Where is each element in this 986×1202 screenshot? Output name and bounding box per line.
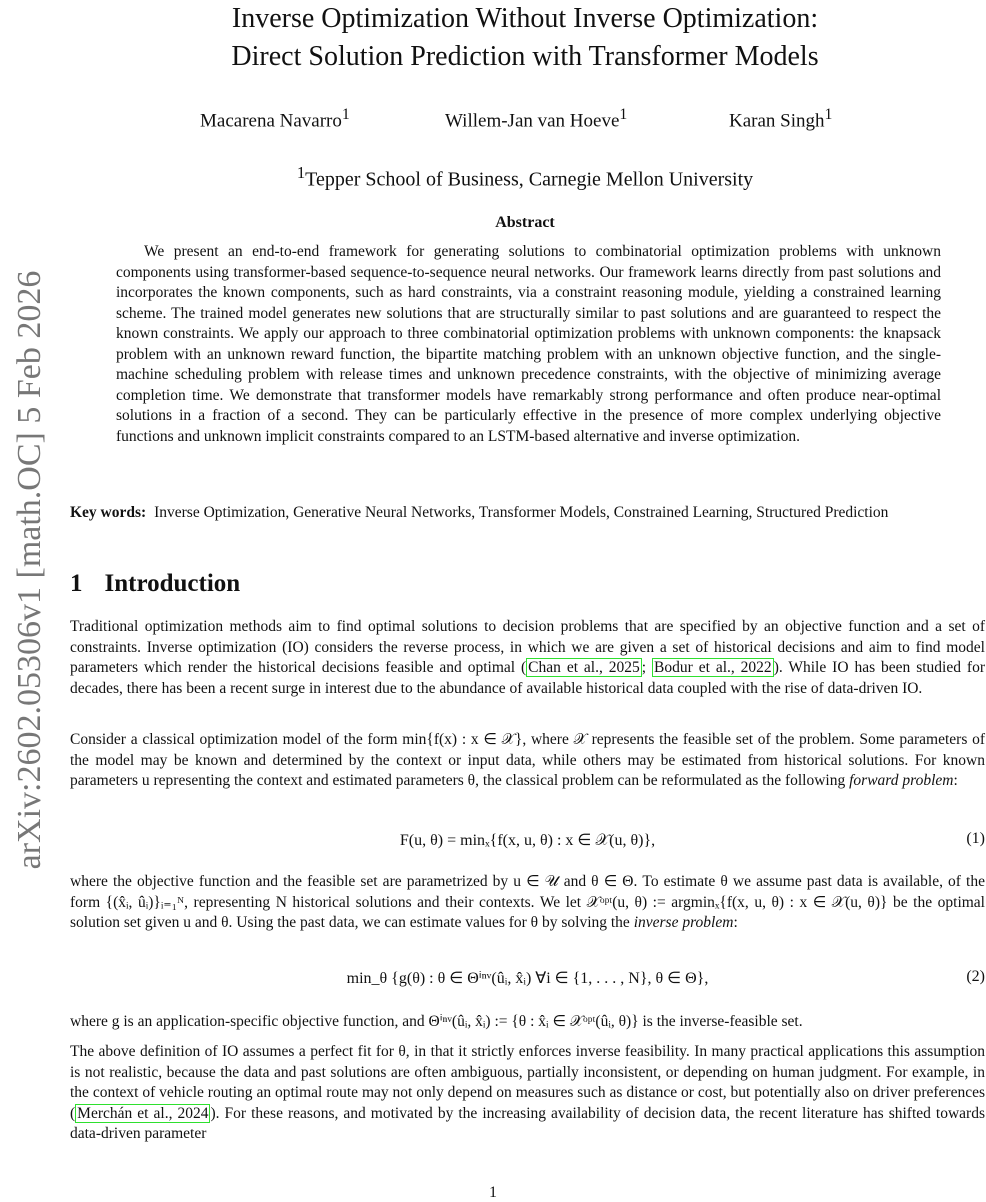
paragraph: where the objective function and the feasible set are parametrized by u ∈ 𝒰 and θ ∈ Θ. To estimate θ we assume past data is available, of the form {(x̂ᵢ, ûᵢ)}ᵢ₌₁ᴺ, representing N historical solutions and their contexts. We let 𝒳ᵒᵖᵗ(u, θ) := argminₓ{f(x, u, θ) : x ∈ 𝒳(u, θ)} be the optimal solution set given u and θ. Using the past data, we can estimate values for θ by solving the inverse problem: — [70, 873, 985, 931]
paragraph: Consider a classical optimization model of the form min{f(x) : x ∈ 𝒳}, where 𝒳 represents the feasible set of the problem. Some parameters of the model may be known and determined by the context or input data, while others may be estimated from historical solutions. For known parameters u representing the context and estimated parameters θ, the classical problem can be reformulated as the following forward problem: — [70, 731, 985, 789]
abstract-text: We present an end-to-end framework for generating solutions to combinatorial optimization problems with unknown components using transformer-based sequence-to-sequence neural networks. Our framework learns directly from past solutions and incorporates the known components, such as hard constraints, via a constraint reasoning module, yielding a constrained learning scheme. The trained model generates new solutions that are structurally similar to past solutions and are guaranteed to respect the known constraints. We apply our approach to three combinatorial optimization problems with unknown components: the knapsack problem with an unknown reward function, the bipartite matching problem with an unknown objective function, and the single-machine scheduling problem with release times and unknown precedence constraints, with the objective of minimizing average completion time. We demonstrate that transformer models have remarkably strong performance and often produce near-optimal solutions in a fraction of a second. They can be particularly effective in the presence of more complex underlying objective functions and unknown implicit constraints compared to an LSTM-based alternative and inverse optimization. — [116, 243, 941, 445]
citation-link[interactable]: Chan et al., 2025 — [528, 659, 640, 676]
arxiv-identifier: arXiv:2602.05306v1 [math.OC] 5 Feb 2026 — [11, 270, 48, 870]
author: Macarena Navarro$^1$ — [200, 106, 350, 132]
paragraph: where g is an application-specific objective function, and Θⁱⁿᵛ(ûᵢ, x̂ᵢ) := {θ : x̂ᵢ ∈ 𝒳ᵒᵖᵗ(ûᵢ, θ)} is the inverse-feasible set. — [70, 1013, 803, 1030]
affiliation: $^1$Tepper School of Business, Carnegie Mellon University — [296, 163, 754, 191]
arxiv-sidebar — [0, 230, 60, 910]
section-heading: 1 Introduction — [70, 570, 241, 597]
paragraph: The above definition of IO assumes a perfect fit for θ, in that it strictly enforces inverse feasibility. In many practical applications this assumption is not realistic, because the data and past solutions are often ambiguous, partially inconsistent, or depending on human judgment. For example, in the context of vehicle routing an optimal route may not only depend on measures such as distance or cost, but potentially also on driver preferences ( Merchán et al., 2024 ). For these reasons, and motivated by the increasing availability of decision data, the recent literature has shifted towards data-driven parameter — [70, 1043, 985, 1142]
title-line-1: Inverse Optimization Without Inverse Optimization: — [231, 3, 819, 34]
author-list — [120, 106, 930, 136]
citation-link[interactable]: Bodur et al., 2022 — [654, 659, 772, 676]
keywords-text: Inverse Optimization, Generative Neural Networks, Transformer Models, Constrained Learning, Structured Prediction — [154, 504, 889, 521]
author: Willem-Jan van Hoeve$^1$ — [445, 106, 628, 132]
paragraph: Traditional optimization methods aim to find optimal solutions to decision problems that are specified by an objective function and a set of constraints. Inverse optimization (IO) considers the reverse process, in which we are given a set of historical decisions and aim to find model parameters which render the historical decisions feasible and optimal ( Chan et al., 2025 ; Bodur et al., 2022 ). While IO has been studied for decades, there has been a recent surge in interest due to the abundance of available historical data coupled with the rise of data-driven IO. — [70, 618, 985, 697]
abstract-heading: Abstract — [495, 214, 555, 231]
keywords — [70, 503, 985, 524]
citation-link[interactable]: Merchán et al., 2024 — [77, 1104, 209, 1122]
author: Karan Singh$^1$ — [729, 106, 833, 132]
title-line-2: Direct Solution Prediction with Transformer Models — [231, 41, 819, 72]
equation-2: min_θ {g(θ) : θ ∈ Θⁱⁿᵛ(ûᵢ, x̂ᵢ) ∀i ∈ {1, . . . , N}, θ ∈ Θ}, (2) — [346, 968, 985, 987]
page-number: 1 — [489, 1184, 497, 1201]
keywords-label: Key words: — [70, 504, 147, 521]
paper-title — [120, 0, 930, 76]
equation-1: F(u, θ) = minₓ{f(x, u, θ) : x ∈ 𝒳(u, θ)}, (1) — [399, 830, 985, 849]
